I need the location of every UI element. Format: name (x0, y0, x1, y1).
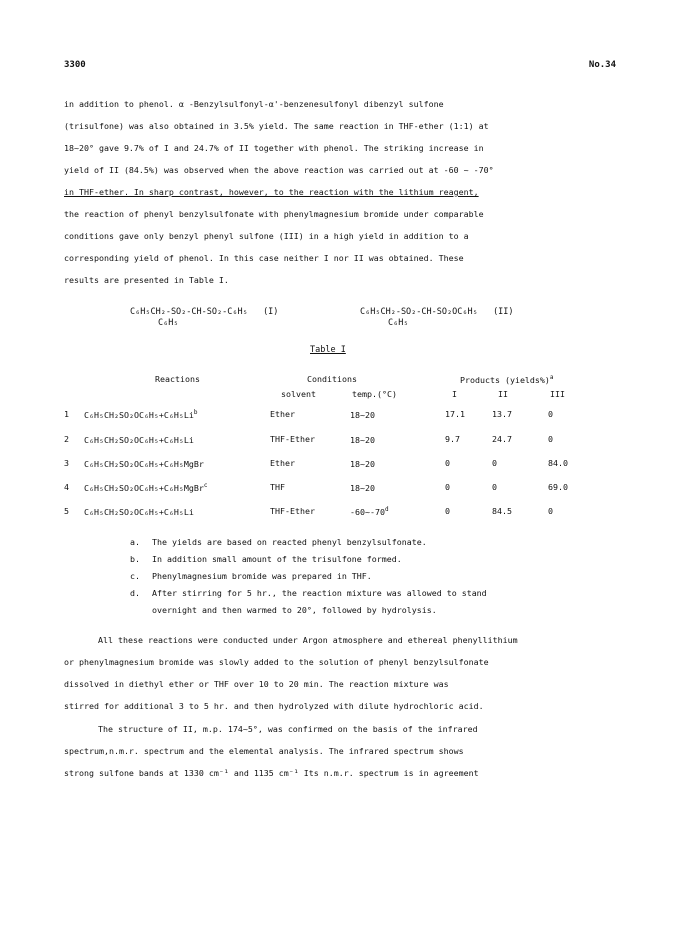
text-line: in addition to phenol. α -Benzylsulfonyl-α'-benzenesulfonyl dibenzyl sulfone (64, 99, 444, 109)
yield-II-cell-text: 24.7 (492, 434, 512, 444)
yield-I-cell-text: 0 (445, 506, 450, 516)
yield-III-cell (548, 482, 568, 492)
temp-cell-text: 18~20 (350, 483, 375, 493)
note-label: a. (130, 537, 140, 547)
table-title: Table I (310, 345, 346, 355)
formula-label: (I) (263, 307, 279, 317)
text-line: conditions gave only benzyl phenyl sulfone (III) in a high yield in addition to a (64, 231, 469, 241)
yield-I-cell (445, 458, 450, 468)
note-d-continuation: overnight and then warmed to 20°, followed by hydrolysis. (152, 605, 437, 615)
solvent-cell (270, 506, 315, 516)
formula-substituent: C₆H₅ (388, 318, 409, 328)
yield-II-cell (492, 506, 512, 516)
row-number (64, 409, 69, 419)
yield-I-cell (445, 434, 460, 444)
yield-III-cell-text: 69.0 (548, 482, 568, 492)
paragraph-3 (64, 718, 624, 784)
note-d (130, 585, 630, 602)
note-label: c. (130, 571, 140, 581)
text-line: yield of II (84.5%) was observed when the above reaction was carried out at -60 ~ -70° (64, 165, 494, 175)
note-text: In addition small amount of the trisulfone formed. (152, 554, 402, 564)
note-text: The yields are based on reacted phenyl benzylsulfonate. (152, 537, 427, 547)
yield-III-cell (548, 506, 553, 516)
row-number-text: 3 (64, 458, 69, 468)
note-text: After stirring for 5 hr., the reaction mixture was allowed to stand (152, 588, 487, 598)
row-number (64, 434, 69, 444)
formula-substituent: C₆H₅ (158, 318, 179, 328)
formula-label: (II) (493, 307, 514, 317)
yield-III-cell-text: 0 (548, 409, 553, 419)
solvent-cell-text: Ether (270, 409, 295, 419)
reaction-cell-text: C₆H₅CH₂SO₂OC₆H₅+C₆H₅Li (84, 507, 194, 517)
solvent-cell (270, 482, 285, 492)
solvent-cell-text: THF-Ether (270, 434, 315, 444)
text-line: The structure of II, m.p. 174~5°, was confirmed on the basis of the infrared (98, 724, 478, 734)
reaction-cell-sup: b (193, 409, 198, 416)
text-line: the reaction of phenyl benzylsulfonate with phenylmagnesium bromide under comparable (64, 209, 484, 219)
yield-II-cell-text: 0 (492, 482, 497, 492)
temp-cell-text: -60~-70 (350, 507, 385, 517)
issue-number: No.34 (588, 60, 616, 70)
temp-cell (350, 458, 375, 469)
reaction-cell (84, 482, 208, 493)
header-col-III: III (550, 389, 565, 399)
header-products (460, 374, 554, 385)
yield-II-cell (492, 409, 512, 419)
solvent-cell-text: THF (270, 482, 285, 492)
temp-cell (350, 434, 375, 445)
text-line: All these reactions were conducted under Argon atmosphere and ethereal phenyllithium (98, 635, 518, 645)
temp-cell-sup: d (384, 506, 389, 513)
text-line: 18~20° gave 9.7% of I and 24.7% of II together with phenol. The striking increase in (64, 143, 484, 153)
row-number-text: 4 (64, 482, 69, 492)
yield-I-cell-text: 0 (445, 482, 450, 492)
text-line: results are presented in Table I. (64, 275, 229, 285)
header-conditions: Conditions (307, 374, 357, 384)
note-label: b. (130, 554, 140, 564)
text-line: corresponding yield of phenol. In this case neither I nor II was obtained. These (64, 253, 464, 263)
yield-I-cell (445, 409, 465, 419)
page-number: 3300 (64, 60, 86, 70)
yield-III-cell-text: 0 (548, 434, 553, 444)
text-line: dissolved in diethyl ether or THF over 10 to 20 min. The reaction mixture was (64, 679, 449, 689)
yield-II-cell (492, 482, 497, 492)
reaction-cell (84, 409, 198, 420)
text-line: in THF-ether. In sharp contrast, however, to the reaction with the lithium reagent, (64, 187, 479, 197)
temp-cell-text: 18~20 (350, 435, 375, 445)
header-temp: temp.(°C) (352, 389, 397, 399)
yield-I-cell-text: 9.7 (445, 434, 460, 444)
yield-I-cell (445, 506, 450, 516)
yield-III-cell (548, 434, 553, 444)
formula-I (130, 307, 278, 329)
reaction-cell (84, 458, 204, 469)
row-number (64, 506, 69, 516)
reaction-cell (84, 434, 194, 445)
header-col-I: I (452, 389, 457, 399)
temp-cell-text: 18~20 (350, 459, 375, 469)
text-line: (trisulfone) was also obtained in 3.5% yield. The same reaction in THF-ether (1:1) at (64, 121, 489, 131)
note-text: Phenylmagnesium bromide was prepared in THF. (152, 571, 372, 581)
row-number (64, 458, 69, 468)
solvent-cell-text: Ether (270, 458, 295, 468)
yield-II-cell-text: 0 (492, 458, 497, 468)
table-notes (130, 534, 630, 619)
yield-III-cell-text: 84.0 (548, 458, 568, 468)
header-products-sup: a (549, 374, 554, 381)
yield-II-cell (492, 434, 512, 444)
solvent-cell-text: THF-Ether (270, 506, 315, 516)
yield-I-cell-text: 0 (445, 458, 450, 468)
solvent-cell (270, 409, 295, 419)
yield-II-cell-text: 84.5 (492, 506, 512, 516)
note-c (130, 568, 630, 585)
row-number-text: 2 (64, 434, 69, 444)
reaction-cell-text: C₆H₅CH₂SO₂OC₆H₅+C₆H₅Li (84, 435, 194, 445)
formula-main: C₆H₅CH₂-SO₂-CH-SO₂OC₆H₅ (360, 307, 478, 317)
yield-II-cell (492, 458, 497, 468)
note-b (130, 551, 630, 568)
reaction-cell-text: C₆H₅CH₂SO₂OC₆H₅+C₆H₅Li (84, 410, 194, 420)
temp-cell-text: 18~20 (350, 410, 375, 420)
header-solvent: solvent (281, 389, 316, 399)
formula-main: C₆H₅CH₂-SO₂-CH-SO₂-C₆H₅ (130, 307, 248, 317)
note-a (130, 534, 630, 551)
header-reactions: Reactions (155, 374, 200, 384)
yield-III-cell-text: 0 (548, 506, 553, 516)
row-number-text: 1 (64, 409, 69, 419)
yield-I-cell (445, 482, 450, 492)
yield-III-cell (548, 458, 568, 468)
reaction-cell-text: C₆H₅CH₂SO₂OC₆H₅+C₆H₅MgBr (84, 483, 204, 493)
temp-cell (350, 506, 389, 517)
text-line: or phenylmagnesium bromide was slowly added to the solution of phenyl benzylsulfonate (64, 657, 489, 667)
yield-I-cell-text: 17.1 (445, 409, 465, 419)
yield-III-cell (548, 409, 553, 419)
text-line: stirred for additional 3 to 5 hr. and then hydrolyzed with dilute hydrochloric acid. (64, 701, 484, 711)
paragraph-2 (64, 629, 624, 717)
reaction-cell-sup: c (203, 482, 208, 489)
temp-cell (350, 409, 375, 420)
row-number-text: 5 (64, 506, 69, 516)
text-line: strong sulfone bands at 1330 cm⁻¹ and 1135 cm⁻¹ Its n.m.r. spectrum is in agreement (64, 768, 479, 778)
yield-II-cell-text: 13.7 (492, 409, 512, 419)
solvent-cell (270, 458, 295, 468)
text-line: spectrum,n.m.r. spectrum and the elemental analysis. The infrared spectrum shows (64, 746, 464, 756)
formula-II (360, 307, 514, 329)
solvent-cell (270, 434, 315, 444)
paragraph-1 (64, 93, 624, 291)
reaction-cell-text: C₆H₅CH₂SO₂OC₆H₅+C₆H₅MgBr (84, 459, 204, 469)
note-label: d. (130, 588, 140, 598)
row-number (64, 482, 69, 492)
reaction-cell (84, 506, 194, 517)
header-products-text: Products (yields%) (460, 375, 550, 385)
header-col-II: II (498, 389, 508, 399)
temp-cell (350, 482, 375, 493)
